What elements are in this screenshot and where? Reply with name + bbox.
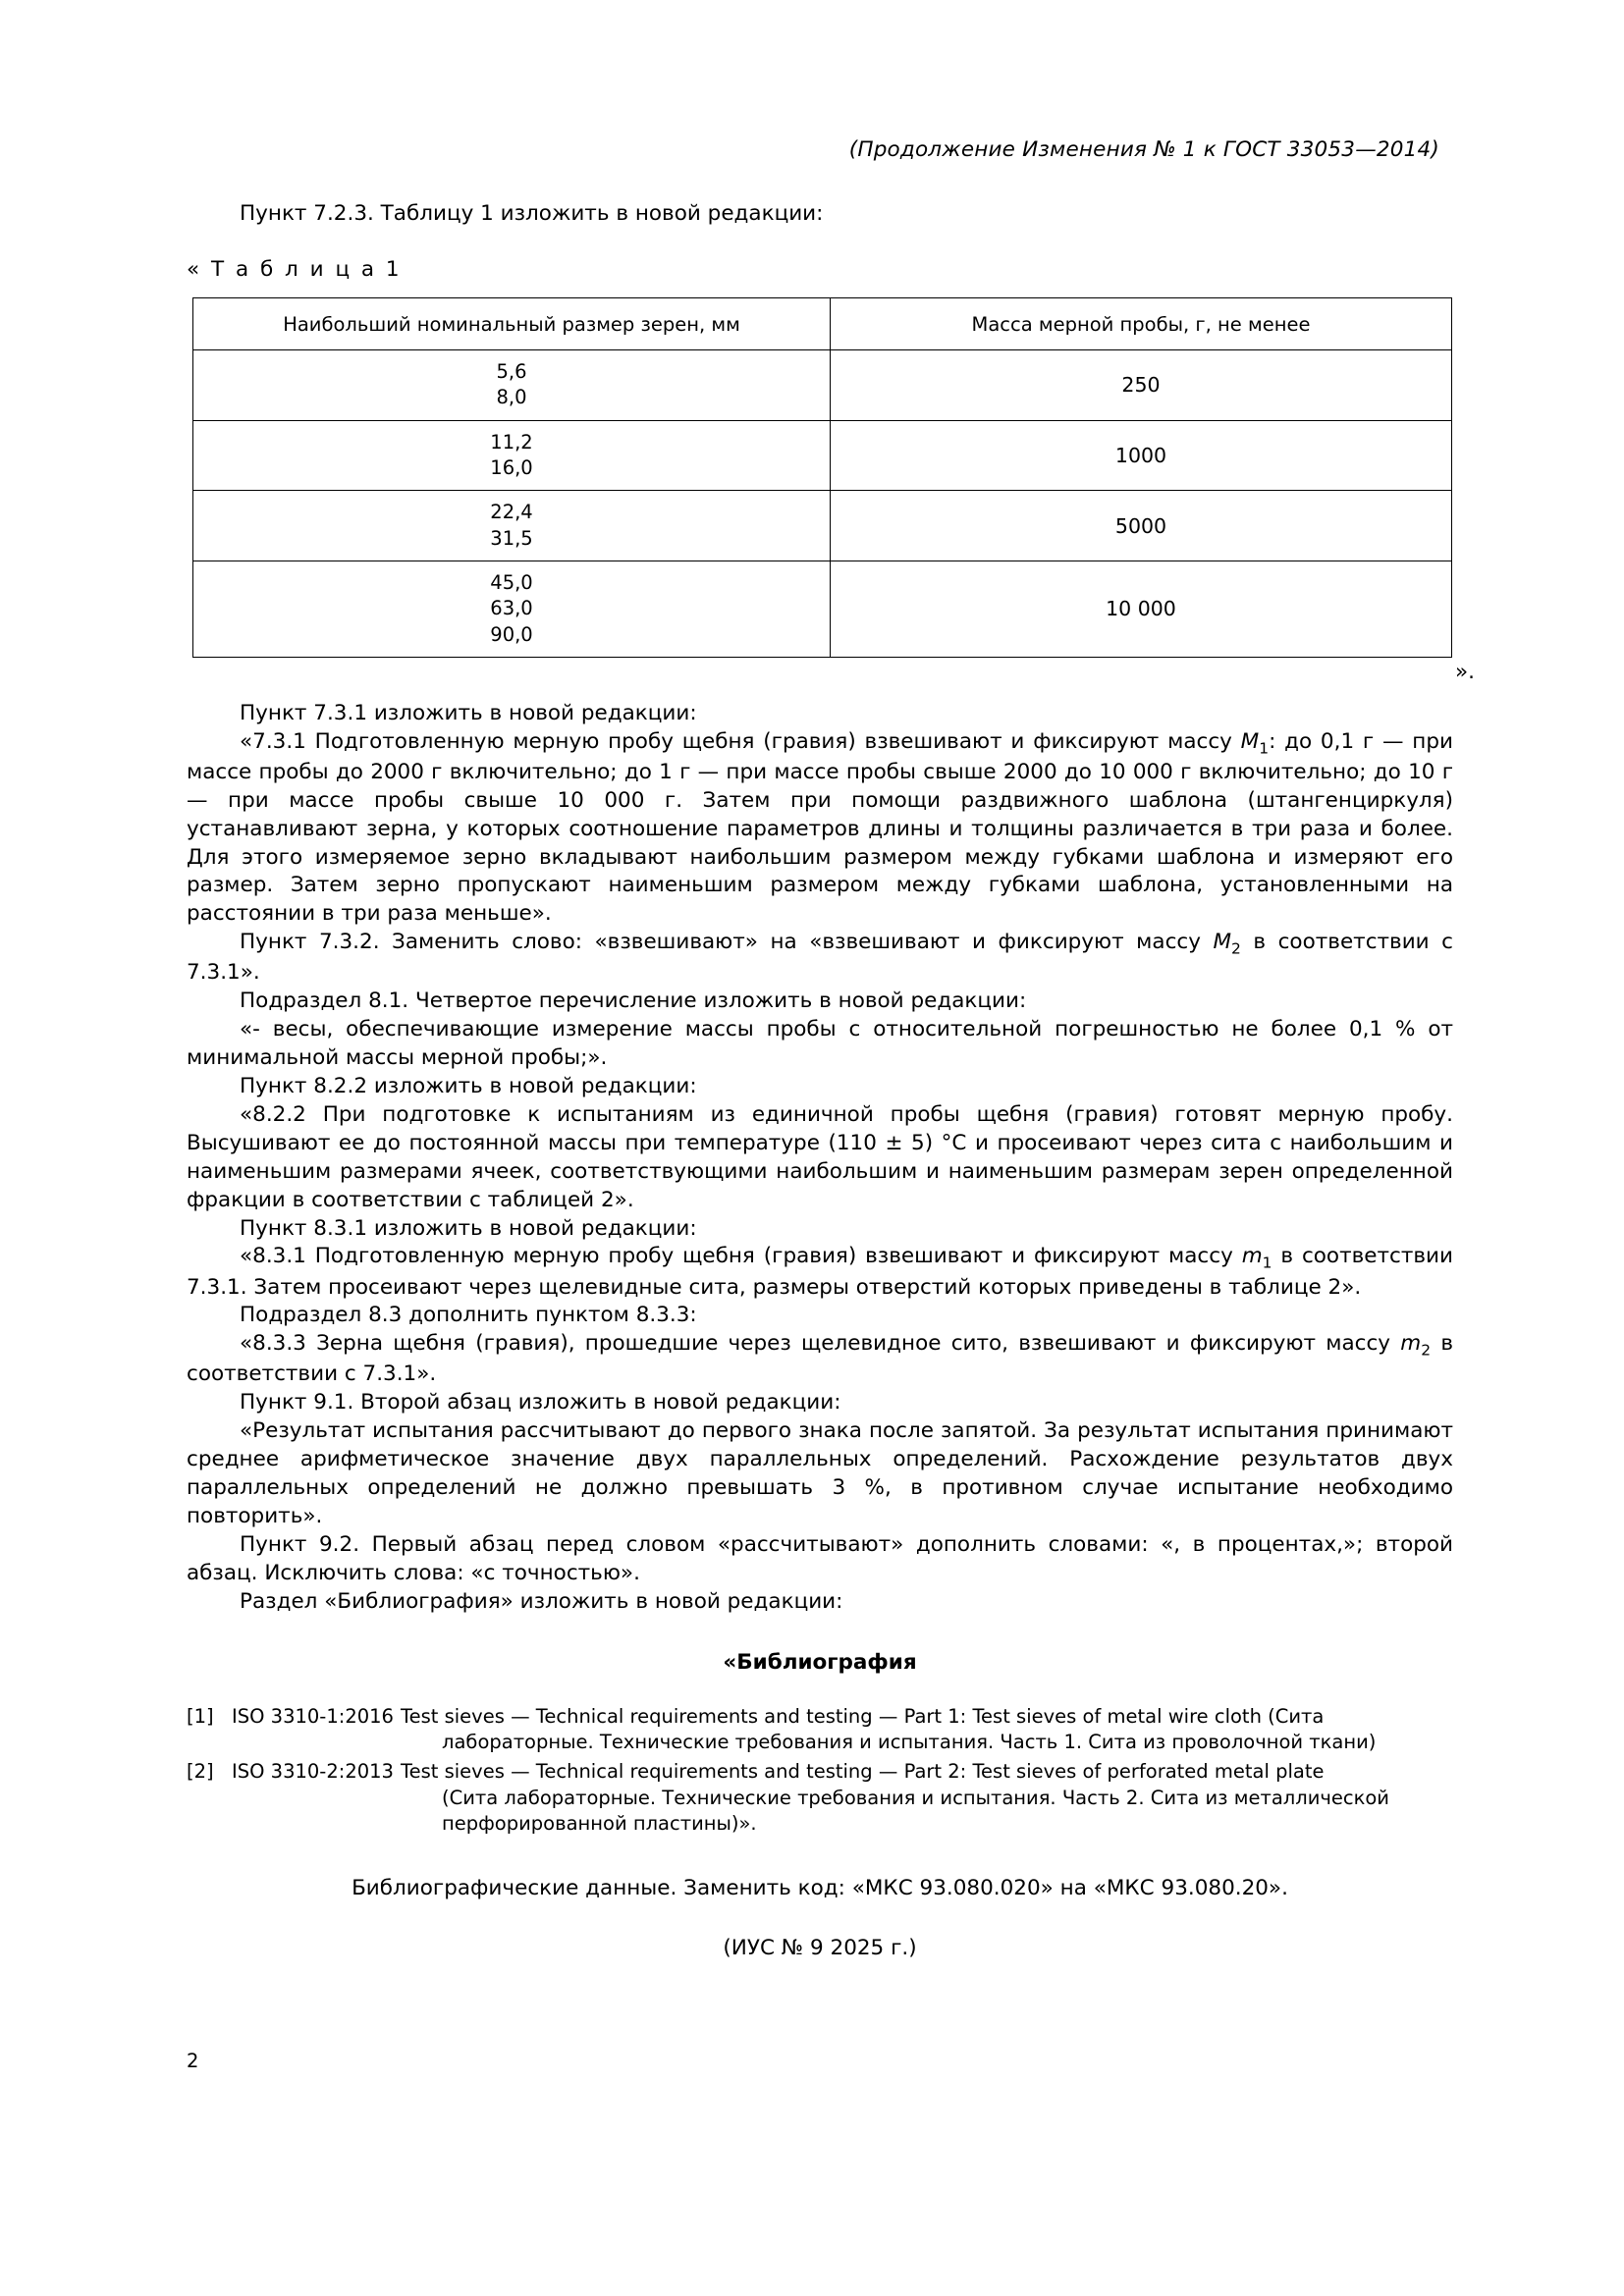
size-value: 31,5 (490, 526, 533, 550)
list-item (187, 1704, 1453, 1756)
symbol-M1: M (1240, 728, 1260, 754)
paragraph-7-3-2 (187, 929, 1453, 988)
paragraph-8-1-item: «- весы, обеспечивающие измерение массы пробы с относительной погрешностью не более 0,1 % от минимальной массы мерной пробы;». (187, 1017, 1453, 1071)
bibliography-item-text (401, 1704, 1453, 1756)
bibliography-item-line3: перфорированной пластины)». (442, 1811, 757, 1835)
paragraph-8-3-1-part-a: «8.3.1 Подготовленную мерную пробу щебня (гравия) взвешивают и фиксируют массу (240, 1244, 1242, 1269)
page-number: 2 (187, 2050, 199, 2072)
paragraph-9-1-lead: Пункт 9.1. Второй абзац изложить в новой редакции: (240, 1390, 841, 1415)
symbol-M1-subscript: 1 (1259, 739, 1270, 758)
table-row (193, 420, 1452, 491)
bibliography-item-line2: (Сита лабораторные. Технические требования и испытания. Часть 2. Сита из металлической (442, 1786, 1389, 1809)
running-header: (Продолжение Изменения № 1 к ГОСТ 33053—2014) (848, 137, 1439, 162)
list-item (187, 1759, 1453, 1837)
size-value: 45,0 (490, 570, 533, 594)
paragraph-8-3-3 (187, 1330, 1453, 1389)
paragraph-7-3-1-lead: Пункт 7.3.1 изложить в новой редакции: (240, 700, 697, 725)
table-cell-sizes (193, 491, 831, 561)
size-value: 16,0 (490, 455, 533, 479)
table-cell-mass: 250 (831, 350, 1452, 421)
paragraph-8-3-3-part-b: в соответствии с 7.3.1». (187, 1331, 1453, 1387)
table-closing-quote: ». (1455, 659, 1475, 684)
table-body (193, 350, 1452, 658)
size-value: 22,4 (490, 501, 533, 524)
paragraph-7-3-1-rest: до 0,1 г — при массе пробы до 2000 г включительно; до 1 г — при массе пробы свыше 2000 до 10 000 г включительно; до 10 г — при массе пробы свыше 10 000 г. Затем при помощи раздвижного шаблона (штангенциркуля) устанавливают зерна, у которых соотношение параметров длины и толщины различается в три раза и более. Для этого измеряемое зерно вкладывают наибольшим размером между губками шаблона и измеряют его размер. Затем зерно пропускают наименьшим размером между губками шаблона, установленными на расстоянии в три раза меньше». (187, 728, 1453, 927)
table-row (193, 350, 1452, 421)
symbol-M2: M (1213, 930, 1232, 955)
bibliography-item-number: [1] (187, 1704, 214, 1728)
table-cell-mass: 5000 (831, 491, 1452, 561)
table-header-row (193, 298, 1452, 350)
bibliography-item-line2: лабораторные. Технические требования и испытания. Часть 1. Сита из проволочной ткани) (442, 1730, 1377, 1753)
table-cell-mass: 1000 (831, 420, 1452, 491)
bibliography-item-code: ISO 3310-2:2013 (232, 1760, 394, 1784)
table-head (193, 298, 1452, 350)
paragraph-8-2-2-lead: Пункт 8.2.2 изложить в новой редакции: (240, 1074, 697, 1099)
paragraph-7-3-2-part-a: Пункт 7.3.2. Заменить слово: «взвешивают» на «взвешивают и фиксируют массу (240, 930, 1214, 955)
paragraph-bibliography-lead: Раздел «Библиография» изложить в новой редакции: (240, 1588, 843, 1614)
paragraph-8-1-lead: Подраздел 8.1. Четвертое перечисление изложить в новой редакции: (240, 988, 1027, 1014)
table-row (193, 491, 1452, 561)
paragraph-8-3-1 (187, 1243, 1453, 1302)
paragraph-8-3-1-lead: Пункт 8.3.1 изложить в новой редакции: (240, 1215, 697, 1241)
symbol-m1: m (1241, 1244, 1263, 1269)
symbol-M2-subscript: 2 (1231, 939, 1241, 958)
bibliography-item-number: [2] (187, 1760, 214, 1784)
table-cell-mass: 10 000 (831, 561, 1452, 657)
paragraph-9-2: Пункт 9.2. Первый абзац перед словом «рассчитывают» дополнить словами: «, в процентах,»; второй абзац. Исключить слова: «с точностью». (187, 1531, 1453, 1585)
table-cell-sizes (193, 350, 831, 421)
table-cell-sizes (193, 420, 831, 491)
size-value: 8,0 (496, 386, 527, 409)
bibliography-item-line1: Test sieves — Technical requirements and testing — Part 2: Test sieves of perforated metal plate (401, 1760, 1325, 1784)
ius-note: (ИУС № 9 2025 г.) (723, 1936, 917, 1961)
paragraph-9-1: «Результат испытания рассчитывают до первого знака после запятой. За результат испытания принимают среднее арифметическое значение двух параллельных определений. Расхождение результатов двух параллельных определений не должно превышать 3 %, в противном случае испытание необходимо повторить». (187, 1418, 1453, 1529)
bibliography-list (187, 1704, 1453, 1838)
paragraph-8-3-3-part-a: «8.3.3 Зерна щебня (гравия), прошедшие через щелевидное сито, взвешивают и фиксируют массу (240, 1331, 1401, 1357)
bibliography-title: «Библиография (723, 1649, 917, 1675)
symbol-m2: m (1400, 1331, 1422, 1357)
table-cell-sizes (193, 561, 831, 657)
paragraph-8-3-1-part-b: в соответствии 7.3.1. Затем просеивают через щелевидные сита, размеры отверстий которых приведены в таблице 2». (187, 1244, 1453, 1300)
table-row (193, 561, 1452, 657)
page-content (187, 137, 1475, 1961)
body-text (187, 700, 1453, 1617)
bibliography-item-code: ISO 3310-1:2016 (232, 1704, 394, 1728)
paragraph-7-3-1-colon: : (1269, 728, 1276, 754)
symbol-m2-subscript: 2 (1421, 1341, 1432, 1360)
table-caption: « Т а б л и ц а 1 (187, 257, 403, 283)
bibliography-item-text (401, 1759, 1453, 1837)
paragraph-7-3-2-part-b: в соответствии с 7.3.1». (187, 930, 1454, 986)
paragraph-8-2-2: «8.2.2 При подготовке к испытаниям из единичной пробы щебня (гравия) готовят мерную пробу. Высушивают ее до постоянной массы при температуре (110 ± 5) °С и просеивают через сита с наибольшим и наименьшим размерами ячеек, соответствующими наибольшим и наименьшим размерам зерен определенной фракции в соответствии с таблицей 2». (187, 1101, 1453, 1212)
size-value: 5,6 (496, 360, 527, 384)
symbol-m1-subscript: 1 (1262, 1254, 1272, 1272)
paragraph-8-3-3-lead: Подраздел 8.3 дополнить пунктом 8.3.3: (240, 1303, 697, 1328)
table-header-cell-mass: Масса мерной пробы, г, не менее (831, 298, 1452, 350)
size-value: 90,0 (490, 622, 533, 646)
paragraph-7-3-1-part-a: «7.3.1 Подготовленную мерную пробу щебня (гравия) взвешивают и фиксируют массу (240, 728, 1241, 754)
size-value: 63,0 (490, 597, 533, 620)
bibliography-item-line1: Test sieves — Technical requirements and testing — Part 1: Test sieves of metal wire cloth (Сита (401, 1704, 1325, 1728)
bibliographic-data-note: Библиографические данные. Заменить код: «МКС 93.080.020» на «МКС 93.080.20». (352, 1876, 1288, 1901)
intro-line: Пункт 7.2.3. Таблицу 1 изложить в новой редакции: (240, 201, 824, 226)
paragraph-7-3-1 (187, 728, 1453, 930)
table-header-cell-size: Наибольший номинальный размер зерен, мм (193, 298, 831, 350)
size-value: 11,2 (490, 430, 533, 454)
measured-sample-table (192, 297, 1452, 658)
